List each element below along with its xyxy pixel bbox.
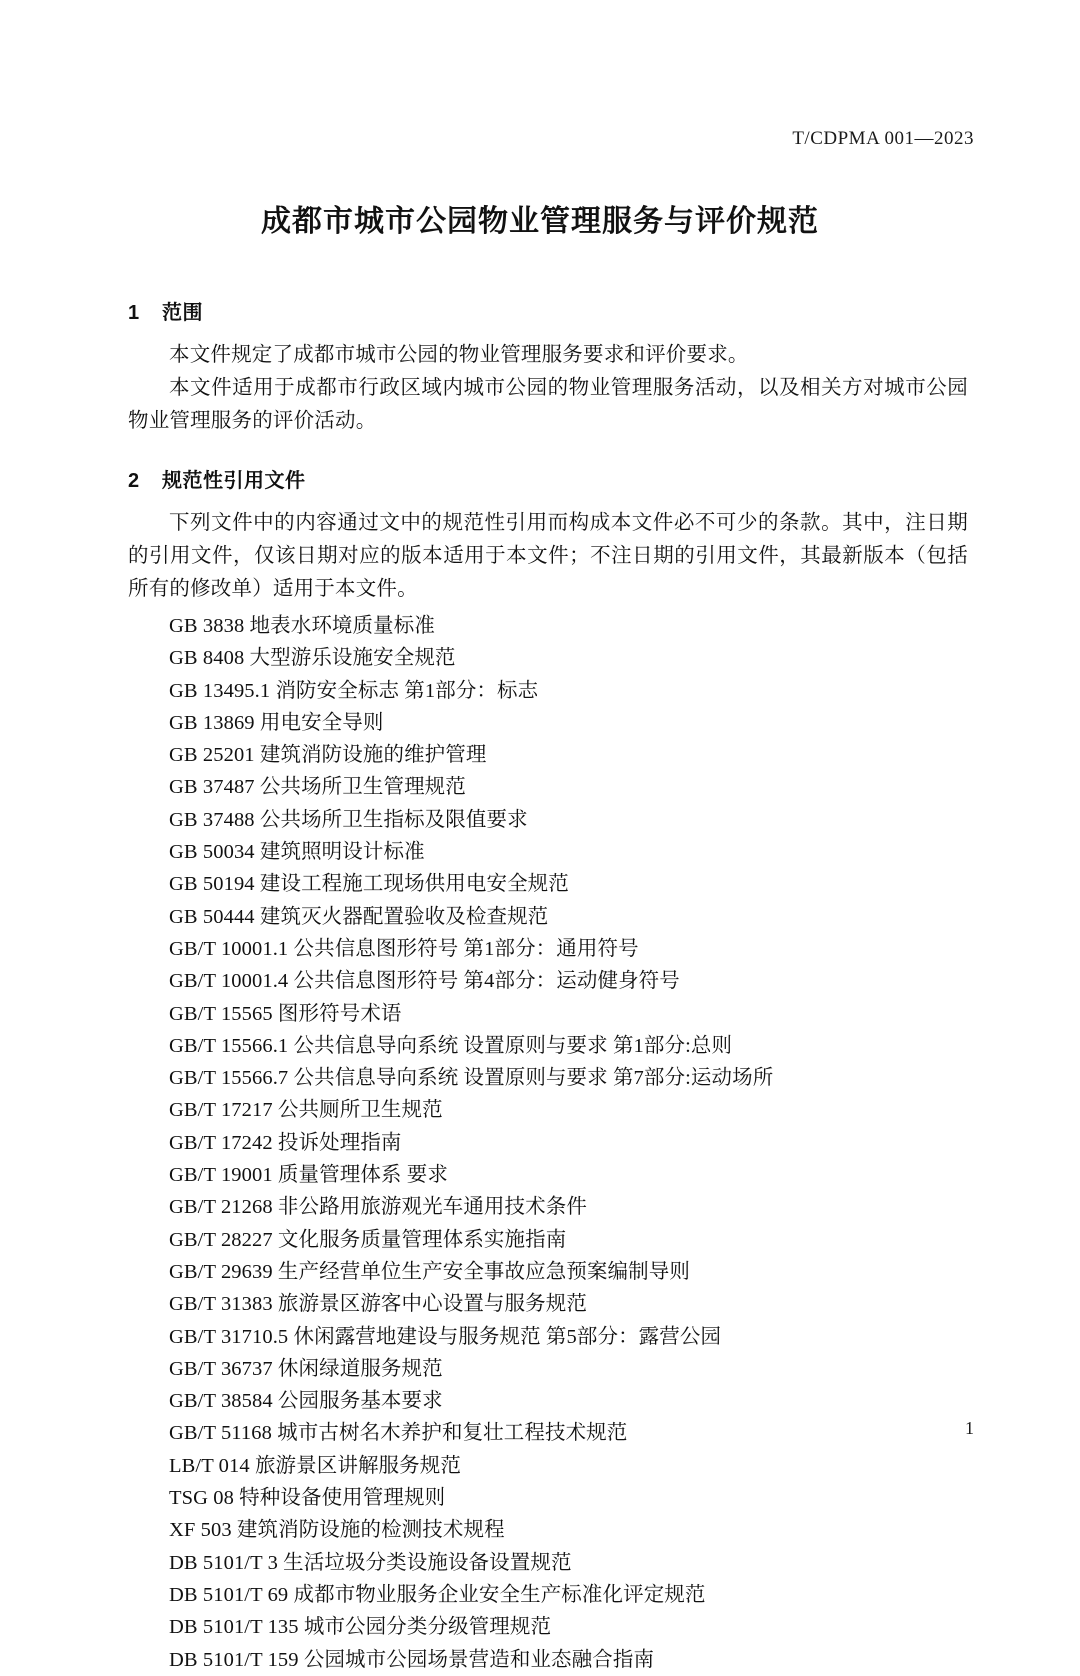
list-item: GB/T 36737 休闲绿道服务规范 [169,1357,443,1380]
section-number: 1 [128,302,140,324]
section-title: 规范性引用文件 [162,470,306,492]
list-item: GB/T 19001 质量管理体系 要求 [169,1164,448,1187]
list-item: DB 5101/T 135 城市公园分类分级管理规范 [169,1616,552,1639]
list-item: GB/T 15566.7 公共信息导向系统 设置原则与要求 第7部分:运动场所 [169,1067,774,1090]
list-item: GB/T 17217 公共厕所卫生规范 [169,1099,443,1122]
list-item: GB 13495.1 消防安全标志 第1部分：标志 [169,679,539,702]
paragraph: 本文件规定了成都市城市公园的物业管理服务要求和评价要求。 [169,344,749,366]
paragraph: 本文件适用于成都市行政区域内城市公园的物业管理服务活动，以及相关方对城市公园物业管理服务的评价活动。 [128,377,968,432]
list-item: GB 50194 建设工程施工现场供用电安全规范 [169,873,569,896]
list-item: GB 50034 建筑照明设计标准 [169,841,425,864]
list-item: XF 503 建筑消防设施的检测技术规程 [169,1519,505,1542]
list-item: GB 13869 用电安全导则 [169,711,384,734]
list-item: GB/T 31710.5 休闲露营地建设与服务规范 第5部分：露营公园 [169,1325,722,1348]
list-item: GB/T 15566.1 公共信息导向系统 设置原则与要求 第1部分:总则 [169,1034,733,1057]
paragraph: 下列文件中的内容通过文中的规范性引用而构成本文件必不可少的条款。其中，注日期的引用文件，仅该日期对应的版本适用于本文件；不注日期的引用文件，其最新版本（包括所有的修改单）适用于本文件。 [128,512,968,600]
list-item: GB/T 17242 投诉处理指南 [169,1131,402,1154]
page-number: 1 [965,1418,974,1438]
list-item: GB/T 21268 非公路用旅游观光车通用技术条件 [169,1196,587,1219]
list-item: GB/T 51168 城市古树名木养护和复壮工程技术规范 [169,1422,628,1445]
list-item: DB 5101/T 3 生活垃圾分类设施设备设置规范 [169,1551,572,1574]
list-item: GB/T 38584 公园服务基本要求 [169,1390,443,1413]
list-item: GB/T 10001.1 公共信息图形符号 第1部分：通用符号 [169,937,639,960]
section-number: 2 [128,470,140,492]
list-item: GB 3838 地表水环境质量标准 [169,615,435,637]
list-item: GB 37488 公共场所卫生指标及限值要求 [169,808,528,831]
section-heading-normative-references [128,464,968,493]
section-title: 范围 [162,302,203,324]
list-item: LB/T 014 旅游景区讲解服务规范 [169,1454,461,1477]
list-item: GB 25201 建筑消防设施的维护管理 [169,744,487,767]
list-item: GB/T 29639 生产经营单位生产安全事故应急预案编制导则 [169,1260,690,1283]
list-item: TSG 08 特种设备使用管理规则 [169,1487,446,1510]
standard-code-header: T/CDPMA 001—2023 [792,128,974,149]
page-title: 成都市城市公园物业管理服务与评价规范 [261,205,819,238]
list-item: GB 8408 大型游乐设施安全规范 [169,647,456,670]
list-item: GB/T 28227 文化服务质量管理体系实施指南 [169,1228,567,1251]
list-item: DB 5101/T 159 公园城市公园场景营造和业态融合指南 [169,1648,655,1671]
list-item: GB 37487 公共场所卫生管理规范 [169,776,466,799]
list-item: GB/T 10001.4 公共信息图形符号 第4部分：运动健身符号 [169,970,680,993]
list-item: GB/T 15565 图形符号术语 [169,1002,402,1025]
list-item: GB 50444 建筑灭火器配置验收及检查规范 [169,905,549,928]
normative-reference-list [128,610,968,1676]
list-item: DB 5101/T 69 成都市物业服务企业安全生产标准化评定规范 [169,1583,706,1606]
document-body [128,270,968,1676]
section-heading-scope [128,296,968,325]
list-item: GB/T 31383 旅游景区游客中心设置与服务规范 [169,1293,587,1316]
